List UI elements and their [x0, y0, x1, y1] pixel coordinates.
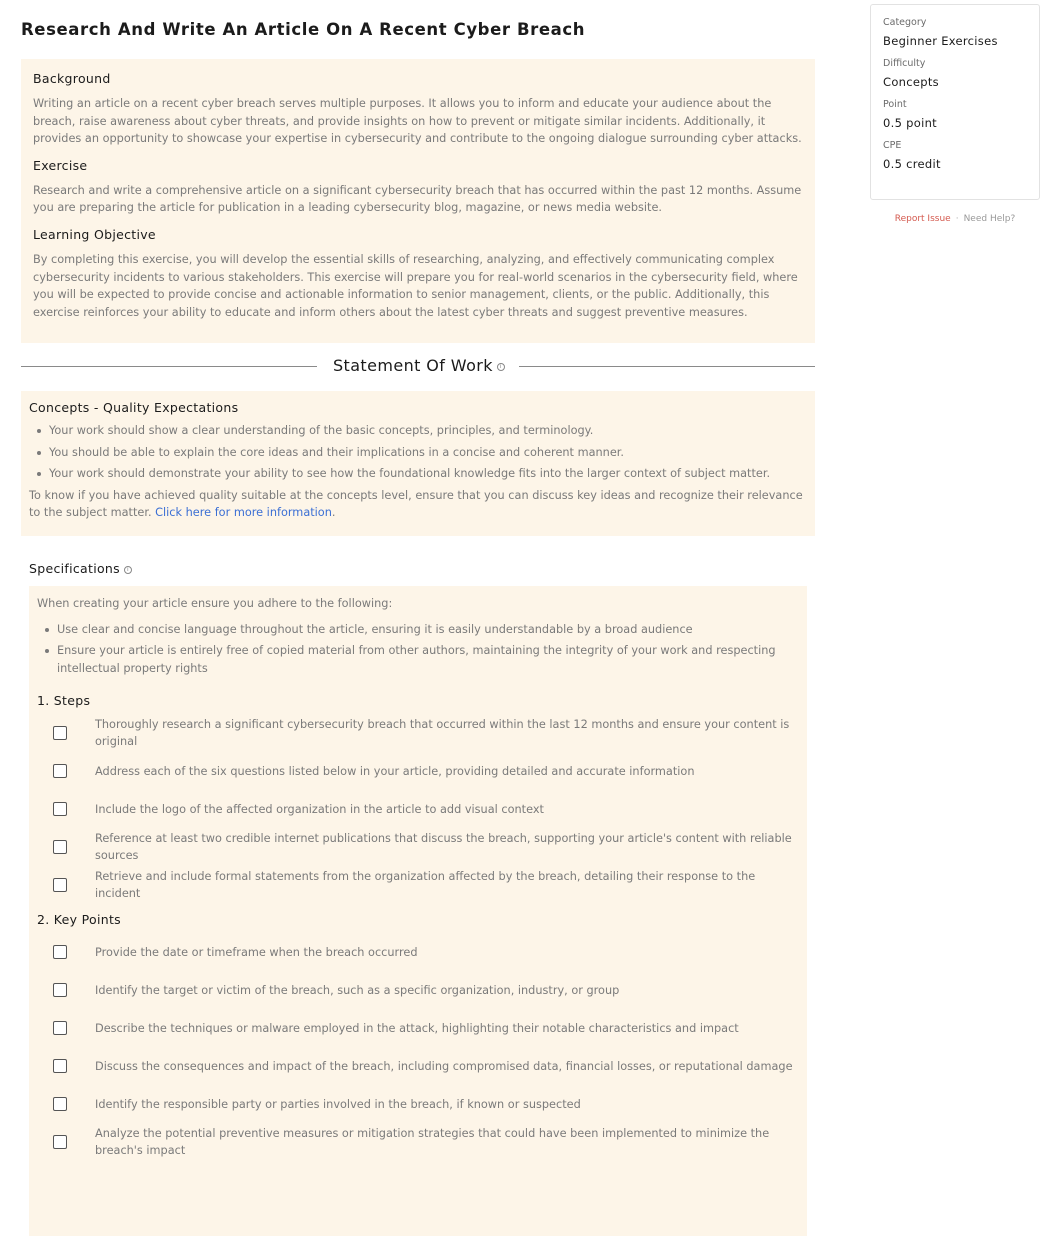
category-value: Beginner Exercises — [883, 34, 998, 48]
exercise-heading: Exercise — [33, 157, 88, 173]
steps-list — [37, 714, 799, 904]
key-points-list — [37, 933, 799, 1161]
quality-bullet: You should be able to explain the core ideas and their implications in a concise and coherent manner. — [29, 444, 807, 462]
step-checkbox[interactable] — [53, 878, 67, 892]
statement-of-work-title — [333, 356, 505, 375]
page-title: Research And Write An Article On A Recent Cyber Breach — [21, 20, 586, 39]
quality-note-period: . — [331, 506, 336, 520]
exercise-text: Research and write a comprehensive article on a significant cybersecurity breach that has occurred within the past 12 months. Assume you are preparing the article for publication in a leading cybersecurity blog, magazine, or news media website. — [33, 183, 802, 215]
link-separator: · — [955, 214, 959, 224]
key-point-item — [37, 1009, 799, 1047]
quality-expectations-panel — [21, 391, 815, 536]
info-icon[interactable]: i — [124, 566, 132, 574]
statement-of-work-divider — [21, 352, 815, 382]
key-point-text: Discuss the consequences and impact of the breach, including compromised data, financial losses, or reputational damage — [95, 1059, 793, 1073]
key-point-item — [37, 1123, 799, 1161]
point-value: 0.5 point — [883, 116, 937, 130]
learning-objective-heading: Learning Objective — [33, 226, 156, 242]
specification-bullets — [37, 621, 799, 678]
specifications-heading — [29, 561, 132, 576]
key-point-text: Describe the techniques or malware employed in the attack, highlighting their notable characteristics and impact — [95, 1021, 739, 1035]
background-heading: Background — [33, 71, 111, 86]
specification-bullet: Use clear and concise language throughout the article, ensuring it is easily understandable by a broad audience — [37, 621, 799, 639]
key-point-checkbox[interactable] — [53, 1021, 67, 1035]
difficulty-value: Concepts — [883, 75, 939, 89]
step-item — [37, 714, 799, 752]
key-point-checkbox[interactable] — [53, 945, 67, 959]
support-links — [870, 214, 1040, 224]
key-point-checkbox[interactable] — [53, 1135, 67, 1149]
steps-heading: 1. Steps — [37, 693, 91, 709]
report-issue-link[interactable]: Report Issue — [894, 214, 951, 224]
exercise-info-card — [870, 4, 1040, 200]
step-text: Thoroughly research a significant cybersecurity breach that occurred within the last 12 months and ensure your content is original — [95, 717, 790, 749]
quality-note — [29, 487, 807, 522]
step-text: Address each of the six questions listed below in your article, providing detailed and accurate information — [95, 764, 695, 778]
key-point-text: Provide the date or timeframe when the breach occurred — [95, 945, 418, 959]
cpe-label: CPE — [883, 140, 902, 151]
info-icon[interactable]: i — [497, 363, 505, 371]
point-label: Point — [883, 99, 907, 110]
step-item — [37, 752, 799, 790]
step-checkbox[interactable] — [53, 840, 67, 854]
key-point-checkbox[interactable] — [53, 1097, 67, 1111]
background-text: Writing an article on a recent cyber breach serves multiple purposes. It allows you to inform and educate your audience about the breach, raise awareness about cyber threats, and provide insights on how to prevent or mitigate similar incidents. Additionally, it provides an opportunity to showcase your expertise in cybersecurity and contribute to the ongoing dialogue surrounding cyber attacks. — [33, 97, 802, 146]
step-item — [37, 790, 799, 828]
key-point-item — [37, 971, 799, 1009]
category-label: Category — [883, 17, 927, 28]
key-points-heading: 2. Key Points — [37, 912, 121, 928]
step-checkbox[interactable] — [53, 802, 67, 816]
key-point-text: Identify the responsible party or parties involved in the breach, if known or suspected — [95, 1097, 581, 1111]
difficulty-label: Difficulty — [883, 58, 926, 69]
divider-line-left — [21, 366, 317, 367]
key-point-item — [37, 933, 799, 971]
key-point-checkbox[interactable] — [53, 983, 67, 997]
key-point-text: Analyze the potential preventive measures or mitigation strategies that could have been implemented to minimize the breach's impact — [95, 1126, 770, 1158]
intro-panel — [21, 59, 815, 343]
key-point-item — [37, 1047, 799, 1085]
learning-objective-text: By completing this exercise, you will develop the essential skills of researching, analyzing, and effectively communicating complex cybersecurity incidents to various stakeholders. This exercise will prepare you for real-world scenarios in the cybersecurity field, where you will be expected to provide concise and actionable information to senior management, clients, or the public. Additionally, this exercise reinforces your ability to educate and inform others about the latest cyber threats and suggest preventive measures. — [33, 252, 798, 319]
step-item — [37, 828, 799, 866]
key-point-text: Identify the target or victim of the breach, such as a specific organization, industry, or group — [95, 983, 620, 997]
key-point-checkbox[interactable] — [53, 1059, 67, 1073]
cpe-value: 0.5 credit — [883, 157, 941, 171]
statement-of-work-label: Statement Of Work — [333, 356, 493, 375]
divider-line-right — [519, 366, 815, 367]
quality-expectations-heading: Concepts - Quality Expectations — [29, 400, 239, 415]
step-checkbox[interactable] — [53, 726, 67, 740]
specification-bullet: Ensure your article is entirely free of copied material from other authors, maintaining the integrity of your work and respecting intellectual property rights — [37, 642, 799, 677]
more-information-link[interactable]: Click here for more information — [155, 506, 332, 520]
need-help-link[interactable]: Need Help? — [963, 214, 1016, 224]
step-text: Retrieve and include formal statements from the organization affected by the breach, detailing their response to the incident — [95, 869, 756, 901]
step-item — [37, 866, 799, 904]
step-text: Include the logo of the affected organization in the article to add visual context — [95, 802, 544, 816]
quality-bullet: Your work should demonstrate your ability to see how the foundational knowledge fits into the larger context of subject matter. — [29, 465, 807, 483]
quality-bullets — [29, 422, 807, 483]
quality-bullet: Your work should show a clear understanding of the basic concepts, principles, and terminology. — [29, 422, 807, 440]
specifications-panel — [29, 586, 807, 1236]
step-text: Reference at least two credible internet publications that discuss the breach, supporting your article's content with reliable sources — [95, 831, 792, 863]
specifications-label: Specifications — [29, 561, 120, 576]
specifications-intro: When creating your article ensure you adhere to the following: — [37, 597, 393, 610]
step-checkbox[interactable] — [53, 764, 67, 778]
quality-note-text: To know if you have achieved quality suitable at the concepts level, ensure that you can discuss key ideas and recognize their relevance to the subject matter. — [29, 488, 803, 520]
key-point-item — [37, 1085, 799, 1123]
